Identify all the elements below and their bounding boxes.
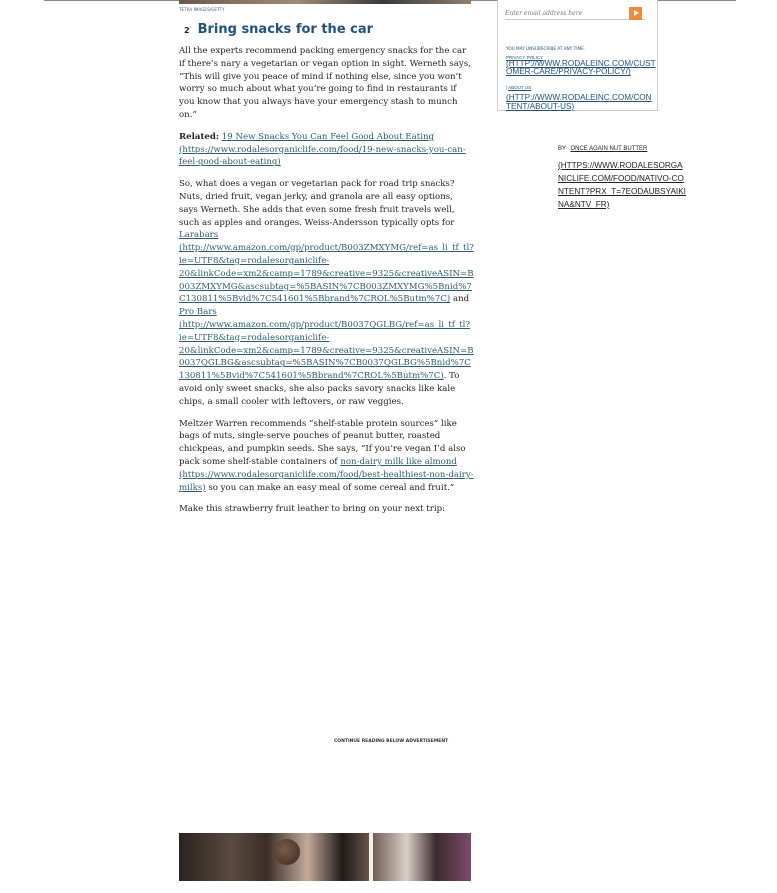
about-us-link[interactable]: ABOUT US bbox=[508, 85, 532, 91]
separator: | bbox=[506, 85, 509, 91]
sponsor-url-link[interactable]: (HTTPS://WWW.RODALESORGANICLIFE.COM/FOOD/NATIVO-CONTENT?PRX_T=7EODAUBSYAIKINA&NTV_FR) bbox=[558, 161, 686, 209]
pro-bars-link[interactable]: Pro Bars (http://www.amazon.com/gp/product/B0037QGLBG/ref=as_li_tf_tl?ie=UTF8&tag=rodalesorganiclife-20&linkCode=xm2&camp=1789&creative=9325&creativeASIN=B0037QGLBG&ascsubtag=%5BASIN%7CB0037QGLBG%5Bnid%7C130811%5Bvid%7C541601%5Bbrand%7CROL%5Butm%7C) bbox=[179, 307, 474, 382]
related-label: Related: bbox=[179, 131, 220, 142]
byline-by: BY bbox=[558, 146, 567, 152]
section-heading bbox=[179, 22, 474, 37]
article-body bbox=[179, 22, 474, 525]
about-us-url[interactable]: (HTTP://WWW.RODALEINC.COM/CONTENT/ABOUT-US) bbox=[506, 93, 652, 111]
unsubscribe-note: YOU MAY UNSUBSCRIBE AT ANY TIME. bbox=[506, 46, 586, 51]
paragraph-text: Meltzer Warren recommends “shelf-stable protein sources” like bags of nuts, single-serve pouches of peanut butter, roasted chickpeas, and pumpkin seeds. She says, “If you’re vegan I’d also pack some shelf-stable containers of bbox=[179, 418, 466, 467]
email-row bbox=[505, 6, 645, 20]
privacy-policy-link[interactable]: PRIVACY POLICY bbox=[506, 55, 544, 60]
paragraph-expert-snacks: All the experts recommend packing emergency snacks for the car if there’s nary a vegetarian or vegan option in sight. Werneth says, “This will give you peace of mind if nothing else, since you won’t worry so much about what you’re going to find in restaurants if you know that you always have your emergency stash to munch on.” bbox=[179, 46, 471, 120]
newsletter-signup bbox=[497, 0, 658, 111]
paragraph-protein-sources bbox=[179, 418, 474, 495]
larabars-link[interactable]: Larabars (http://www.amazon.com/gp/product/B003ZMXYMG/ref=as_li_tf_tl?ie=UTF8&tag=rodalesorganiclife-20&linkCode=xm2&camp=1789&creative=9325&creativeASIN=B003ZMXYMG&ascsubtag=%5BASIN%7CB003ZMXYMG%5Bnid%7C130811%5Bvid%7C541601%5Bbrand%7CROL%5Butm%7C) bbox=[179, 230, 474, 305]
paragraph-text: and bbox=[450, 294, 470, 305]
photo-credit: TETRA IMAGES/GETTY bbox=[179, 7, 225, 12]
paragraph-text: . To avoid only sweet snacks, she also packs savory snacks like kale chips, a small cooler with leftovers, or raw veggies. bbox=[179, 371, 460, 407]
policy-links bbox=[506, 55, 656, 111]
top-photo bbox=[179, 0, 471, 4]
paragraph-text: So, what does a vegan or vegetarian pack for road trip snacks? Nuts, dried fruit, vegan jerky, and granola are all easy options, says Werneth. She adds that even some fresh fruit travels well, such as apples and oranges. Weiss-Andersson typically opts for bbox=[179, 179, 455, 228]
privacy-policy-url[interactable]: (HTTP://WWW.RODALEINC.COM/CUSTOMER-CARE/PRIVACY-POLICY/) bbox=[506, 59, 656, 77]
section-number: 2 bbox=[184, 26, 190, 35]
paragraph-fruit-leather: Make this strawberry fruit leather to bring on your next trip: bbox=[179, 504, 445, 515]
related-links bbox=[179, 131, 474, 169]
sponsor-byline bbox=[558, 137, 688, 211]
paragraph-road-trip-snacks bbox=[179, 178, 474, 408]
paragraph-text: so you can make an easy meal of some cereal and fruit.” bbox=[205, 482, 455, 493]
bottom-photo bbox=[179, 833, 471, 881]
related-snacks-link[interactable]: 19 New Snacks You Can Feel Good About Eating (https://www.rodalesorganiclife.com/food/19-new-snacks-you-can-feel-good-about-eating) bbox=[179, 131, 466, 168]
email-submit-button[interactable] bbox=[629, 7, 642, 20]
advertisement-label: CONTINUE READING BELOW ADVERTISEMENT bbox=[334, 739, 449, 744]
section-title: Bring snacks for the car bbox=[197, 22, 374, 37]
sponsor-name-link[interactable]: ONCE AGAIN NUT BUTTER bbox=[570, 146, 648, 152]
non-dairy-milk-link[interactable]: non-dairy milk like almond (https://www.rodalesorganiclife.com/food/best-healthiest-non-dairy-milks) bbox=[179, 456, 474, 493]
email-input[interactable] bbox=[505, 6, 625, 20]
